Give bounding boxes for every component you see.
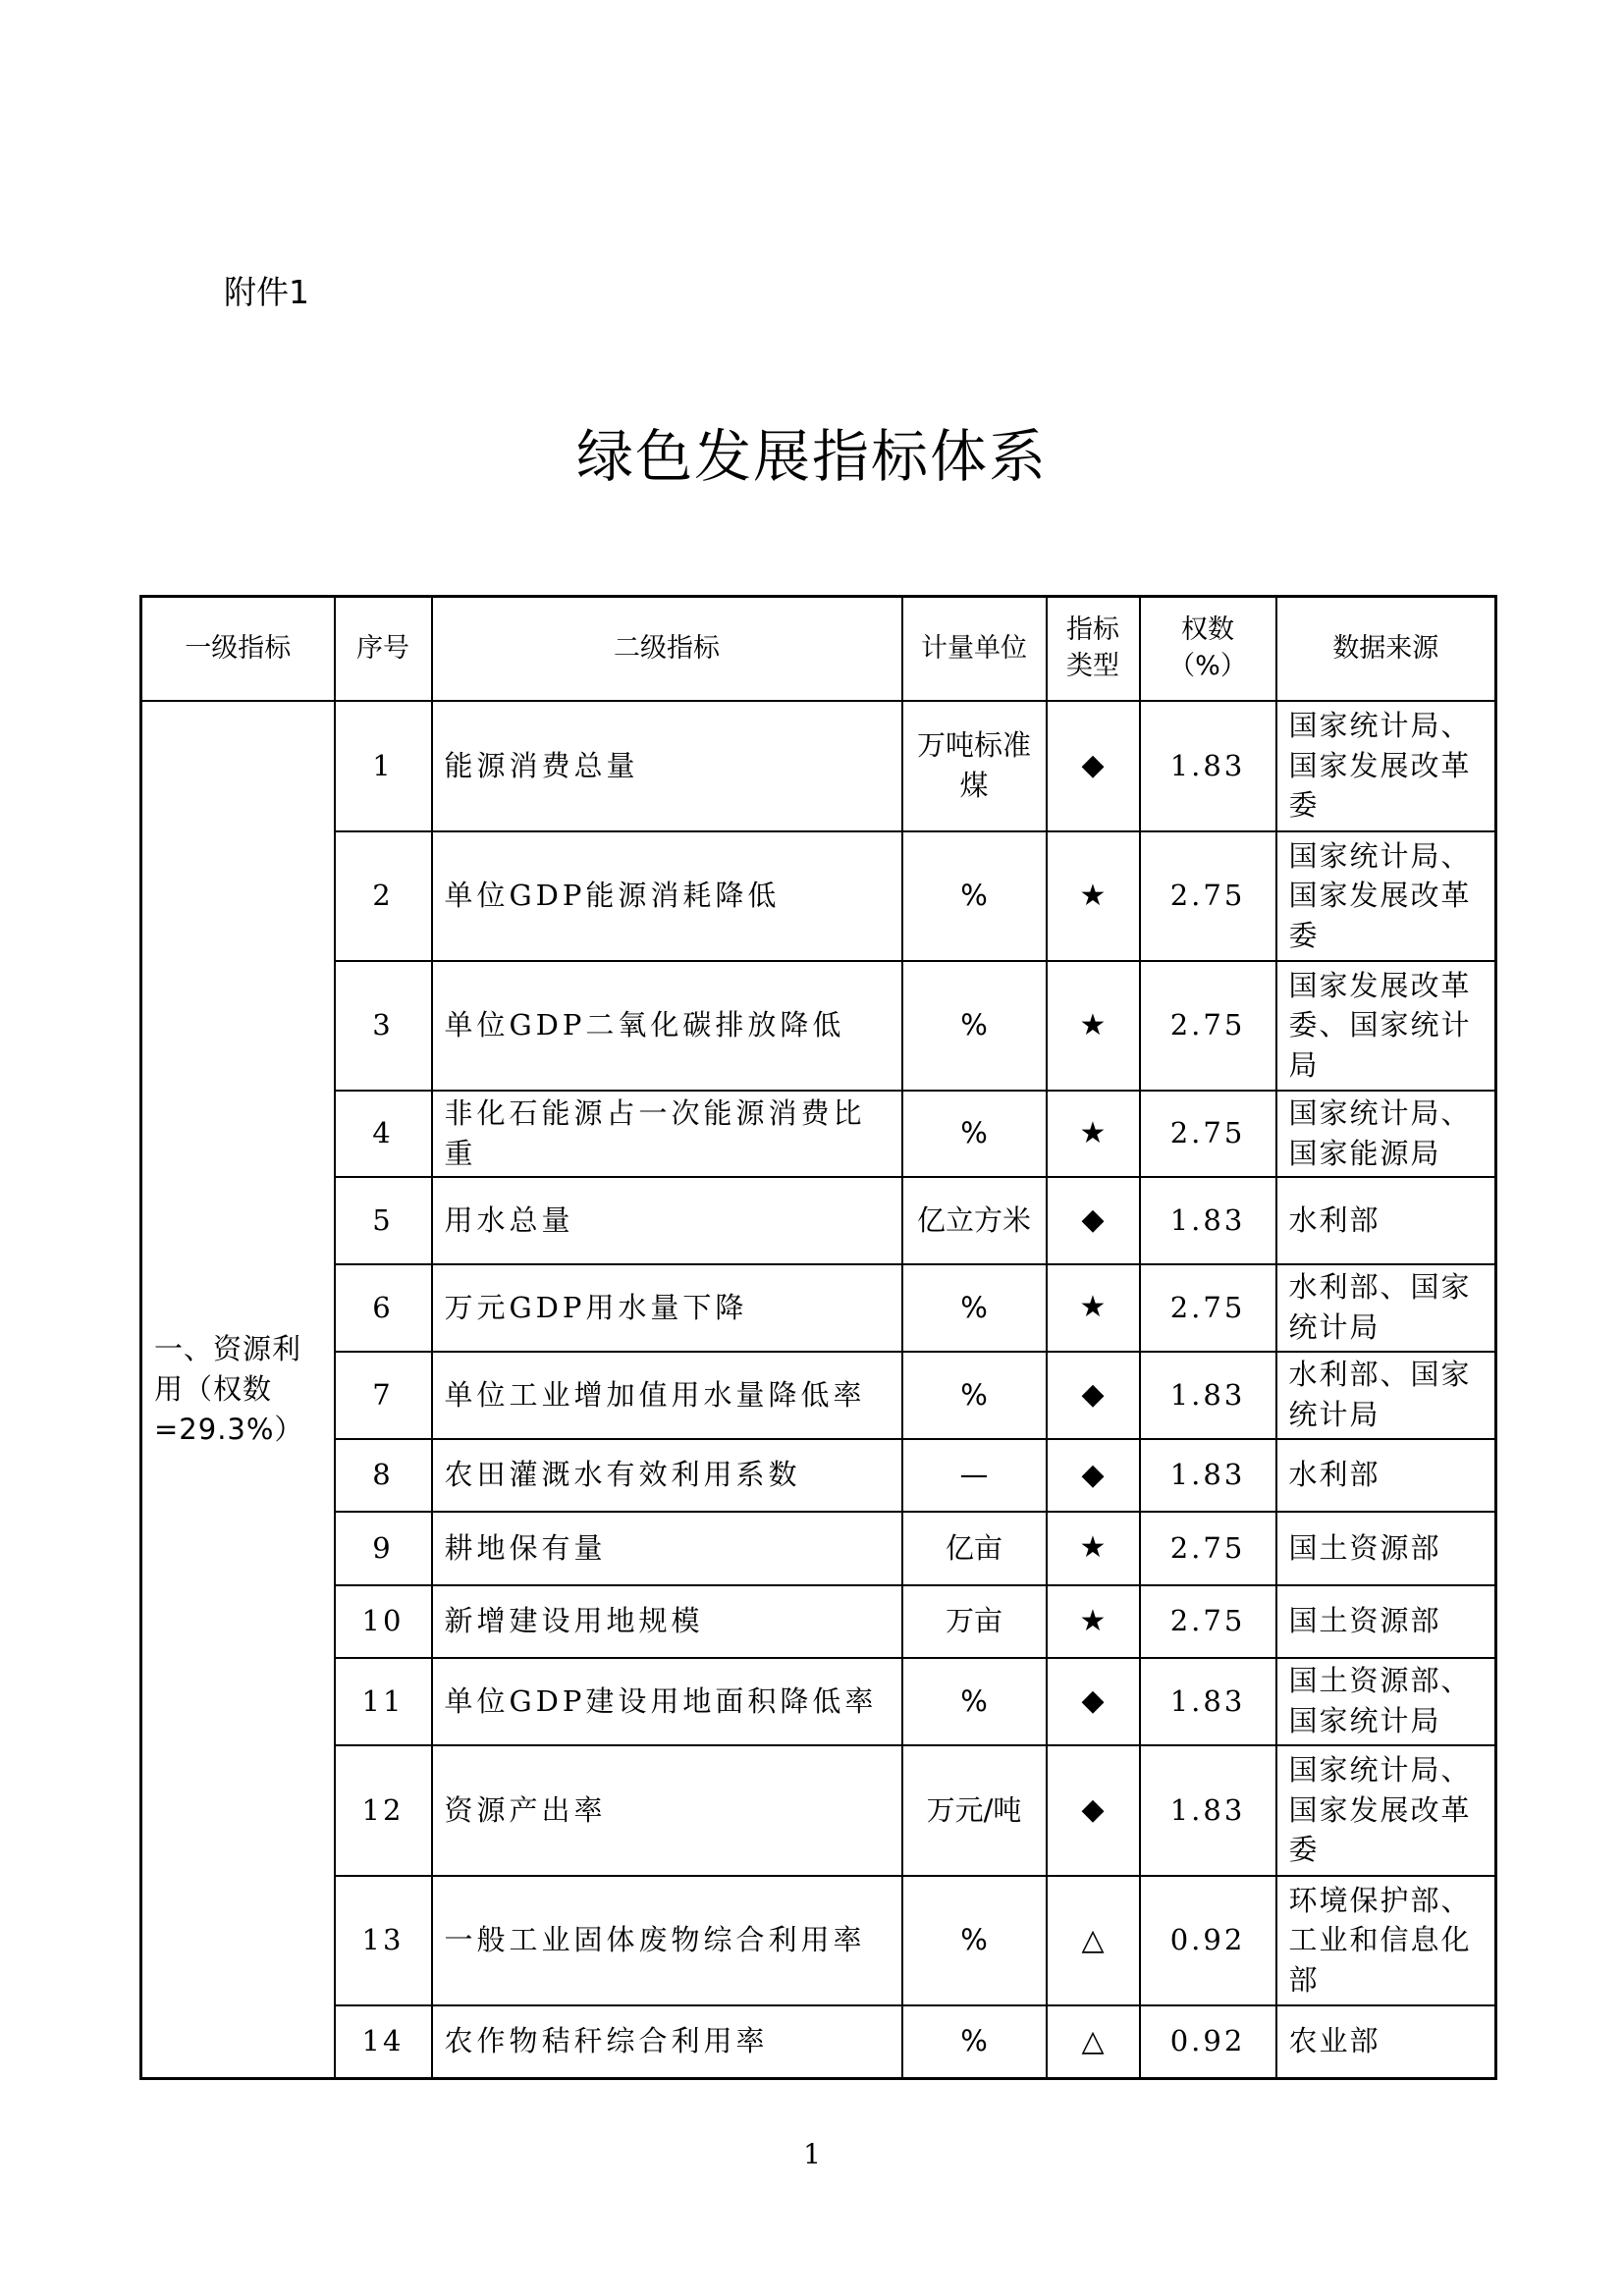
weight-cell: 2.75	[1140, 831, 1276, 961]
type-cell: ◆	[1047, 1658, 1140, 1745]
unit-cell: %	[902, 2005, 1047, 2079]
weight-cell: 2.75	[1140, 1512, 1276, 1585]
seq-cell: 8	[335, 1439, 432, 1512]
weight-cell: 1.83	[1140, 701, 1276, 831]
table-header-row	[141, 597, 1496, 701]
source-cell: 环境保护部、工业和信息化部	[1276, 1876, 1496, 2005]
unit-cell: %	[902, 1352, 1047, 1439]
header-level1: 一级指标	[141, 597, 335, 701]
indicator-name-cell: 用水总量	[432, 1177, 902, 1264]
type-cell: ◆	[1047, 1352, 1140, 1439]
type-cell: ★	[1047, 961, 1140, 1091]
source-cell: 水利部、国家统计局	[1276, 1352, 1496, 1439]
indicator-name-cell: 耕地保有量	[432, 1512, 902, 1585]
source-cell: 农业部	[1276, 2005, 1496, 2079]
seq-cell: 4	[335, 1091, 432, 1177]
seq-cell: 11	[335, 1658, 432, 1745]
unit-cell: %	[902, 1876, 1047, 2005]
seq-cell: 5	[335, 1177, 432, 1264]
type-cell: ◆	[1047, 1745, 1140, 1876]
type-cell: ★	[1047, 1264, 1140, 1352]
seq-cell: 3	[335, 961, 432, 1091]
weight-cell: 0.92	[1140, 2005, 1276, 2079]
type-cell: ★	[1047, 1585, 1140, 1658]
weight-cell: 1.83	[1140, 1177, 1276, 1264]
seq-cell: 10	[335, 1585, 432, 1658]
header-level2: 二级指标	[432, 597, 902, 701]
unit-cell: 万亩	[902, 1585, 1047, 1658]
source-cell: 国家统计局、国家能源局	[1276, 1091, 1496, 1177]
indicator-name-cell: 单位工业增加值用水量降低率	[432, 1352, 902, 1439]
header-unit: 计量单位	[902, 597, 1047, 701]
table-row	[141, 1512, 1496, 1585]
weight-cell: 2.75	[1140, 1091, 1276, 1177]
header-seq: 序号	[335, 597, 432, 701]
unit-cell: %	[902, 1091, 1047, 1177]
table-row	[141, 1585, 1496, 1658]
unit-cell: 万元/吨	[902, 1745, 1047, 1876]
seq-cell: 6	[335, 1264, 432, 1352]
type-cell: △	[1047, 2005, 1140, 2079]
type-cell: ★	[1047, 1512, 1140, 1585]
table-row	[141, 1745, 1496, 1876]
unit-cell: 万吨标准煤	[902, 701, 1047, 831]
indicator-name-cell: 万元GDP用水量下降	[432, 1264, 902, 1352]
category-cell: 一、资源利用（权数=29.3%）	[141, 701, 335, 2079]
weight-cell: 1.83	[1140, 1745, 1276, 1876]
table-row	[141, 831, 1496, 961]
unit-cell: %	[902, 961, 1047, 1091]
seq-cell: 13	[335, 1876, 432, 2005]
table-row	[141, 2005, 1496, 2079]
indicator-name-cell: 农作物秸秆综合利用率	[432, 2005, 902, 2079]
table-row	[141, 961, 1496, 1091]
type-cell: ◆	[1047, 701, 1140, 831]
table-row	[141, 1876, 1496, 2005]
seq-cell: 12	[335, 1745, 432, 1876]
seq-cell: 14	[335, 2005, 432, 2079]
weight-cell: 1.83	[1140, 1352, 1276, 1439]
indicator-name-cell: 单位GDP二氧化碳排放降低	[432, 961, 902, 1091]
indicator-name-cell: 农田灌溉水有效利用系数	[432, 1439, 902, 1512]
table-row	[141, 1658, 1496, 1745]
indicator-name-cell: 单位GDP能源消耗降低	[432, 831, 902, 961]
weight-cell: 2.75	[1140, 1585, 1276, 1658]
weight-cell: 2.75	[1140, 1264, 1276, 1352]
indicator-name-cell: 一般工业固体废物综合利用率	[432, 1876, 902, 2005]
source-cell: 国家统计局、国家发展改革委	[1276, 831, 1496, 961]
document-title: 绿色发展指标体系	[575, 423, 1048, 490]
table-row	[141, 1439, 1496, 1512]
type-cell: ★	[1047, 1091, 1140, 1177]
weight-cell: 0.92	[1140, 1876, 1276, 2005]
unit-cell: %	[902, 1264, 1047, 1352]
unit-cell: 亿亩	[902, 1512, 1047, 1585]
unit-cell: %	[902, 831, 1047, 961]
page-number: 1	[803, 2138, 821, 2170]
indicator-name-cell: 资源产出率	[432, 1745, 902, 1876]
table-row	[141, 701, 1496, 831]
source-cell: 国土资源部、国家统计局	[1276, 1658, 1496, 1745]
unit-cell: —	[902, 1439, 1047, 1512]
seq-cell: 1	[335, 701, 432, 831]
weight-cell: 1.83	[1140, 1658, 1276, 1745]
attachment-label: 附件1	[224, 273, 309, 311]
seq-cell: 7	[335, 1352, 432, 1439]
indicator-name-cell: 非化石能源占一次能源消费比重	[432, 1091, 902, 1177]
table-row	[141, 1091, 1496, 1177]
source-cell: 国土资源部	[1276, 1585, 1496, 1658]
indicator-name-cell: 新增建设用地规模	[432, 1585, 902, 1658]
header-source: 数据来源	[1276, 597, 1496, 701]
source-cell: 国土资源部	[1276, 1512, 1496, 1585]
header-type: 指标类型	[1047, 597, 1140, 701]
unit-cell: 亿立方米	[902, 1177, 1047, 1264]
table-row	[141, 1352, 1496, 1439]
source-cell: 水利部	[1276, 1439, 1496, 1512]
header-weight: 权数（%）	[1140, 597, 1276, 701]
source-cell: 国家统计局、国家发展改革委	[1276, 701, 1496, 831]
type-cell: ◆	[1047, 1177, 1140, 1264]
seq-cell: 2	[335, 831, 432, 961]
indicator-table	[139, 595, 1497, 2080]
seq-cell: 9	[335, 1512, 432, 1585]
source-cell: 水利部	[1276, 1177, 1496, 1264]
table-row	[141, 1177, 1496, 1264]
weight-cell: 2.75	[1140, 961, 1276, 1091]
indicator-name-cell: 单位GDP建设用地面积降低率	[432, 1658, 902, 1745]
type-cell: ◆	[1047, 1439, 1140, 1512]
type-cell: △	[1047, 1876, 1140, 2005]
source-cell: 国家发展改革委、国家统计局	[1276, 961, 1496, 1091]
indicator-name-cell: 能源消费总量	[432, 701, 902, 831]
table-row	[141, 1264, 1496, 1352]
weight-cell: 1.83	[1140, 1439, 1276, 1512]
unit-cell: %	[902, 1658, 1047, 1745]
source-cell: 国家统计局、国家发展改革委	[1276, 1745, 1496, 1876]
type-cell: ★	[1047, 831, 1140, 961]
source-cell: 水利部、国家统计局	[1276, 1264, 1496, 1352]
